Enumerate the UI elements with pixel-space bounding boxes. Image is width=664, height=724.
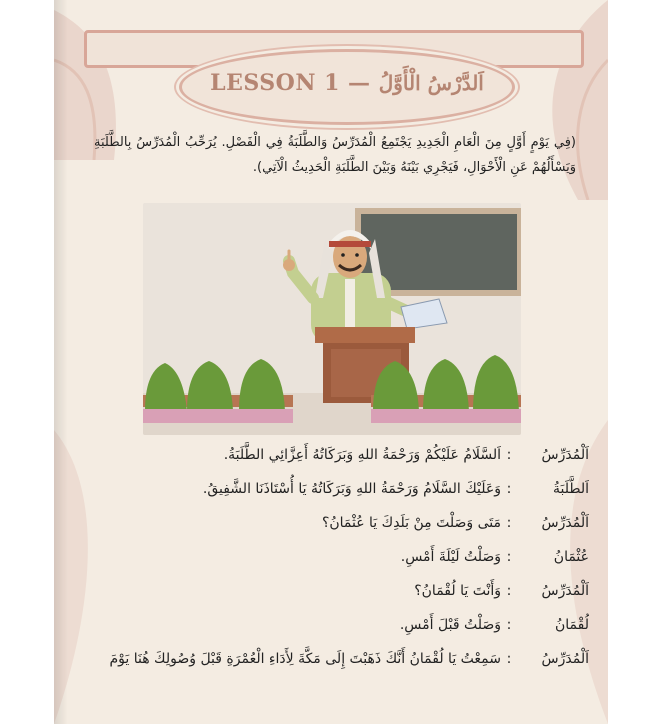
dialogue-line	[84, 651, 589, 685]
intro-paragraph: (فِي يَوْمٍ أَوَّلٍ مِنَ الْعَامِ الْجَدِيدِ يَجْتَمِعُ الْمُدَرِّسُ وَالطَّلَبَةُ فِي الْفَصْلِ. يُرَحِّبُ الْمُدَرِّسُ بِالطَّلَبَةِ وَيَسْأَلُهُمْ عَنِ الْأَحْوَالِ، فَيَجْرِي بَيْنَهُ وَبَيْنَ الطَّلَبَةِ الْحَدِيثُ الْآتِي).	[94, 135, 576, 175]
speaker-name: اَلطَّلَبَةُ	[552, 481, 589, 497]
dialogue	[84, 447, 589, 685]
dialogue-line	[84, 583, 589, 617]
colon: :	[506, 515, 512, 531]
classroom-illustration	[143, 203, 521, 435]
lesson-title-arabic: اَلدَّرْسُ الْأَوَّلُ	[378, 71, 484, 95]
speech-text: مَتَى وَصَلْتَ مِنْ بَلَدِكَ يَا عُثْمَانُ؟	[321, 515, 501, 531]
colon: :	[506, 617, 512, 633]
dialogue-line	[84, 617, 589, 651]
speaker-name: اَلْمُدَرِّسُ	[541, 583, 589, 599]
speech-text: وَعَلَيْكَ السَّلَامُ وَرَحْمَةُ اللهِ وَبَرَكَاتُهُ يَا أُسْتَاذَنَا الشَّفِيقُ.	[202, 481, 501, 497]
page-gutter-shadow	[54, 0, 68, 724]
speech-text: سَمِعْتُ يَا لُقْمَانُ أَنَّكَ ذَهَبْتَ إِلَى مَكَّةَ لِأَدَاءِ الْعُمْرَةِ قَبْلَ وُصُولِكَ هُنَا يَوْمَ	[109, 651, 501, 667]
book-page	[54, 0, 608, 724]
colon: :	[506, 651, 512, 667]
students-right	[371, 355, 521, 423]
lesson-title-english: LESSON 1 —	[210, 70, 371, 96]
students-left	[143, 359, 293, 423]
colon: :	[506, 447, 512, 463]
dialogue-line	[84, 549, 589, 583]
lesson-title	[182, 70, 512, 96]
speaker-name: عُثْمَانُ	[553, 549, 589, 565]
dialogue-line	[84, 447, 589, 481]
speech-text: وَصَلْتُ قَبْلَ أَمْسِ.	[399, 617, 501, 633]
dialogue-line	[84, 481, 589, 515]
dialogue-line	[84, 515, 589, 549]
speech-text: وَأَنْتَ يَا لُقْمَانُ؟	[414, 583, 501, 599]
colon: :	[506, 583, 512, 599]
speech-text: وَصَلْتُ لَيْلَةَ أَمْسِ.	[400, 549, 501, 565]
speaker-name: اَلْمُدَرِّسُ	[541, 447, 589, 463]
colon: :	[506, 481, 512, 497]
speaker-name: اَلْمُدَرِّسُ	[541, 651, 589, 667]
speaker-name: اَلْمُدَرِّسُ	[541, 515, 589, 531]
colon: :	[506, 549, 512, 565]
speech-text: اَلسَّلَامُ عَلَيْكُمْ وَرَحْمَةُ اللهِ وَبَرَكَاتُهُ أَعِزَّائِي الطَّلَبَةُ.	[223, 447, 501, 463]
speaker-name: لُقْمَانُ	[555, 617, 589, 633]
